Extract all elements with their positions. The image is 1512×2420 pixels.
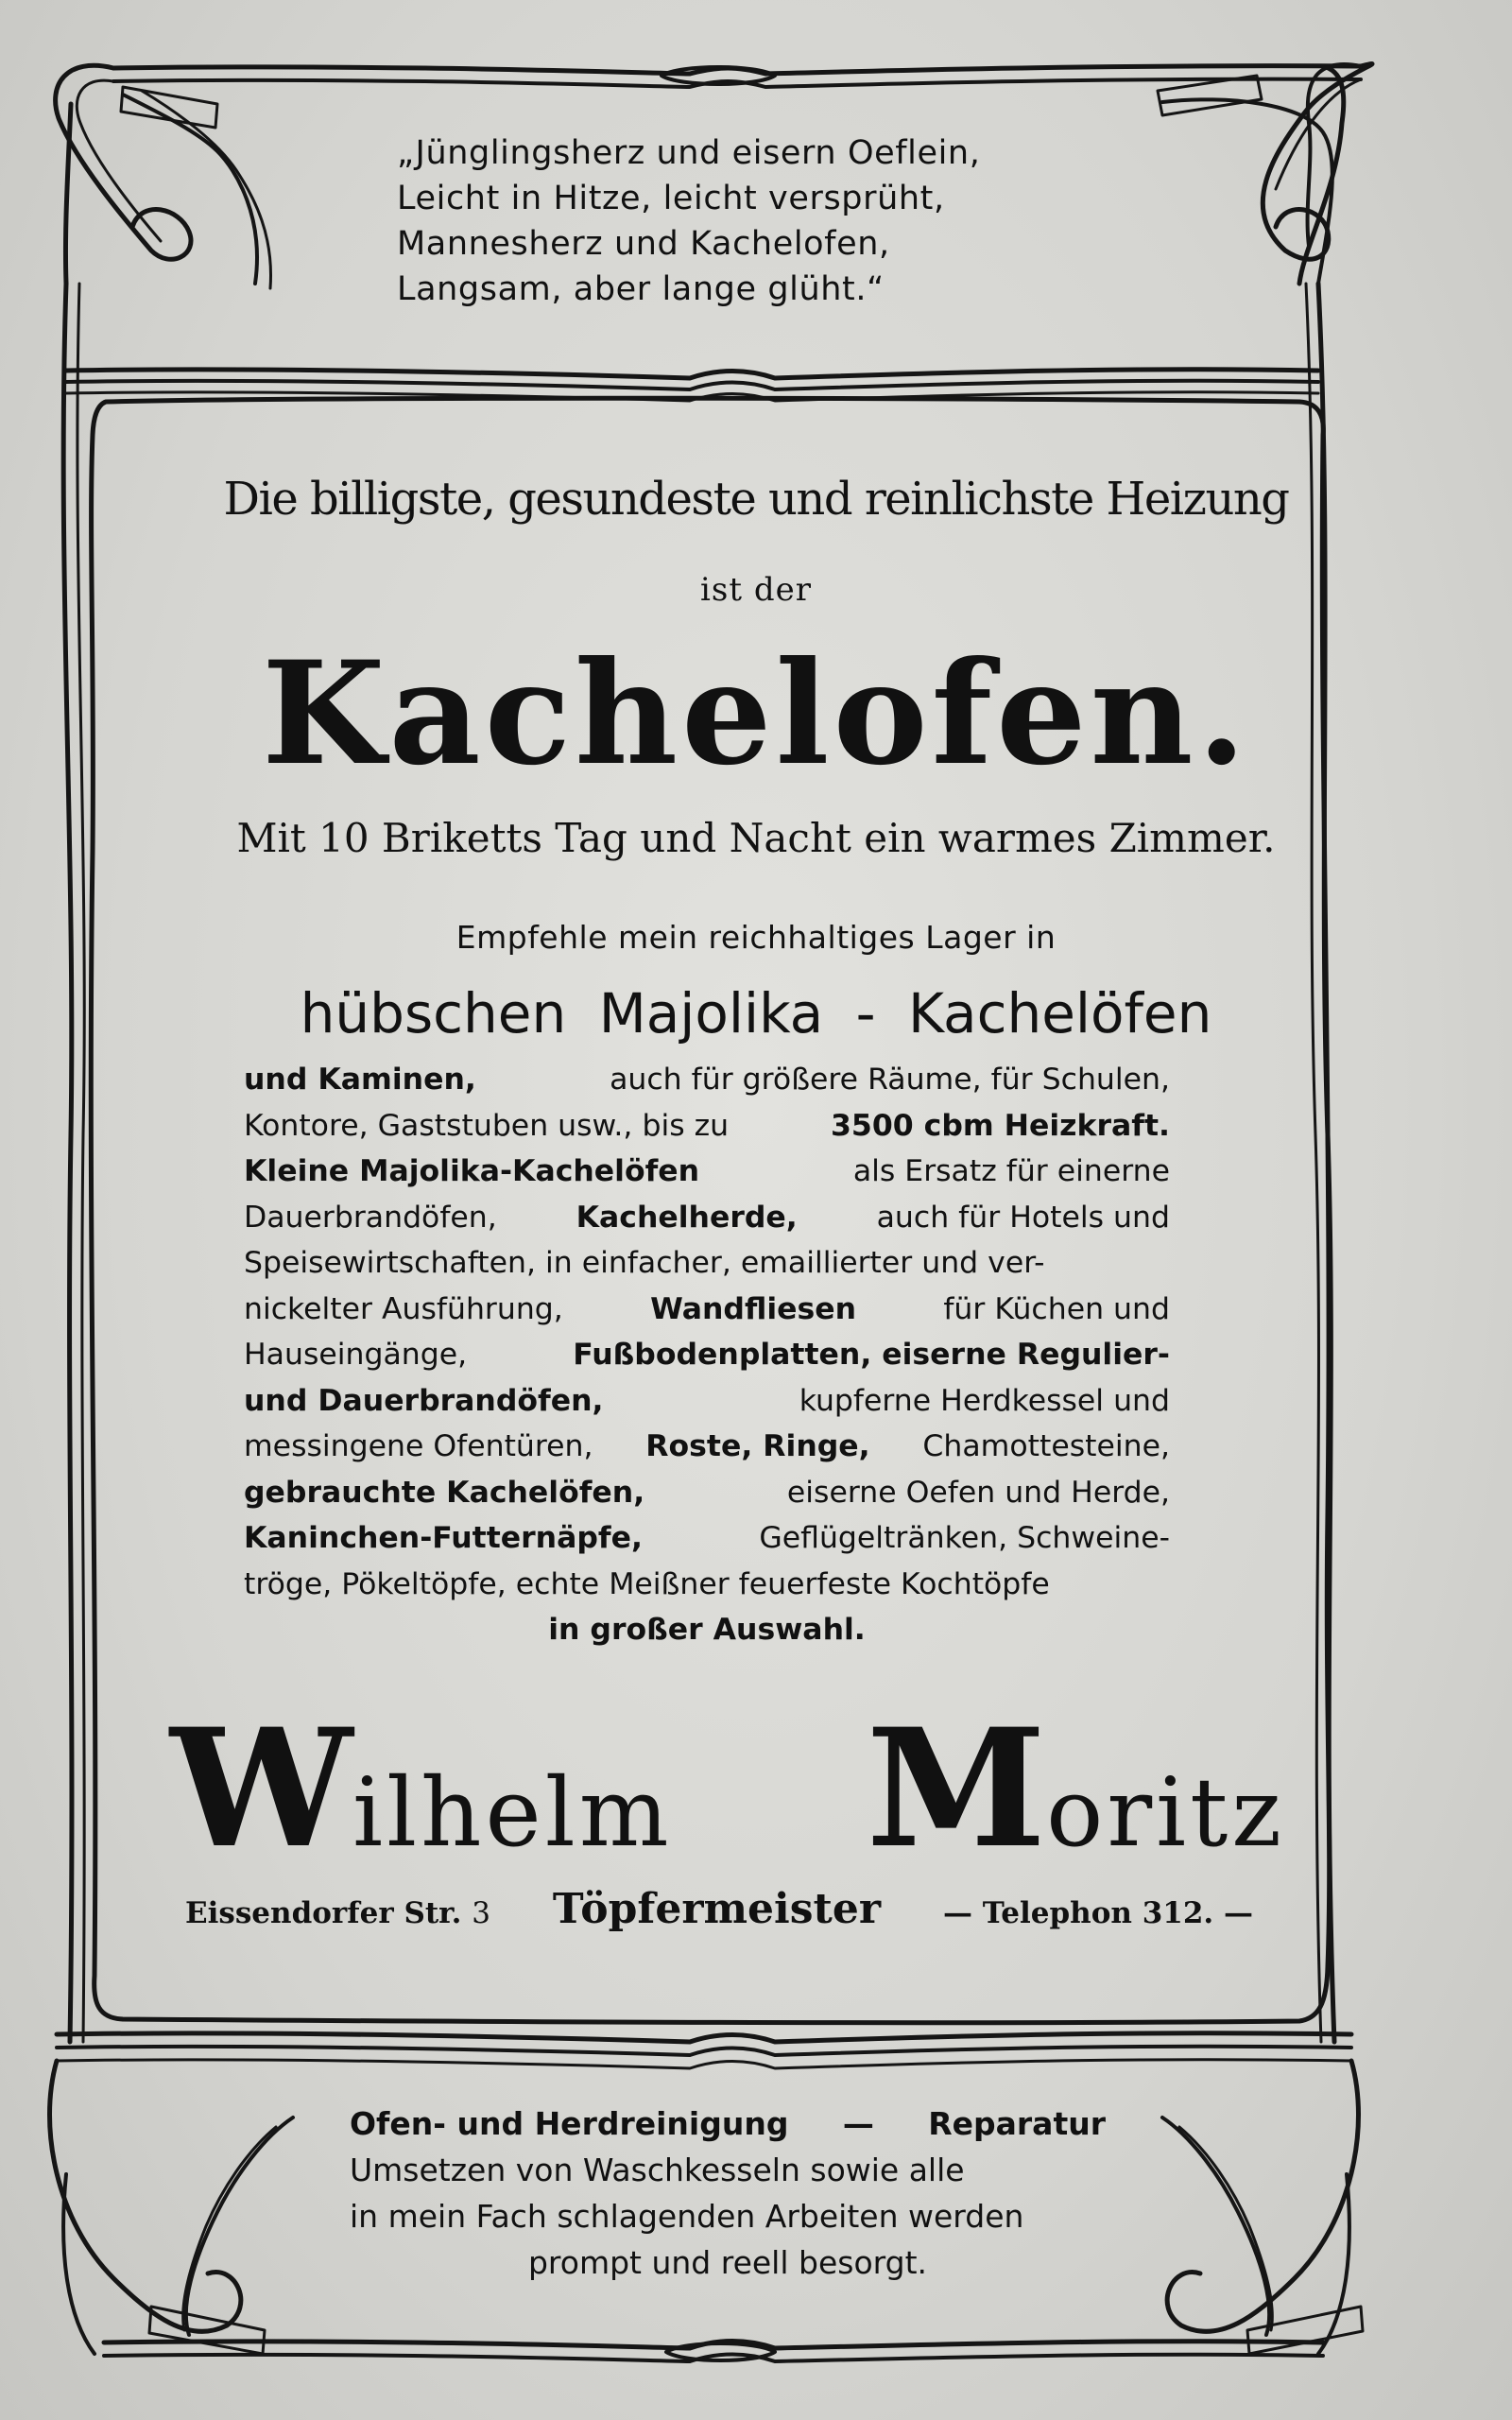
owner-first-rest: ilhelm bbox=[352, 1757, 673, 1868]
owner-last-rest: oritz bbox=[1046, 1757, 1285, 1868]
body-text: tröge, Pökeltöpfe, echte Meißner feuerfeste Kochtöpfe bbox=[244, 1566, 1050, 1601]
body-text: nickelter Ausführung, bbox=[244, 1291, 563, 1326]
body-text: Speisewirtschaften, in einfacher, emaillierter und ver- bbox=[244, 1246, 1045, 1280]
bottom-medallion bbox=[666, 2343, 775, 2360]
poem-line: „Jünglingsherz und eisern Oeflein, bbox=[397, 134, 981, 172]
body-bold: Fußbodenplatten, eiserne Regulier- bbox=[573, 1338, 1170, 1372]
poem-line: Mannesherz und Kachelofen, bbox=[397, 225, 890, 263]
body-line bbox=[244, 1057, 1170, 1103]
footer-line bbox=[350, 2147, 1106, 2193]
product-list bbox=[244, 1057, 1170, 1653]
left-bottom-scroll bbox=[50, 2061, 241, 2331]
profession-title: Töpfermeister bbox=[552, 1885, 882, 1933]
divider-band-bottom-2 bbox=[57, 2047, 1351, 2055]
owner-first-name bbox=[170, 1692, 673, 1884]
owner-last-name bbox=[867, 1692, 1285, 1884]
tagline: Mit 10 Briketts Tag und Nacht ein warmes Zimmer. bbox=[236, 815, 1276, 861]
body-bold: gebrauchte Kachelöfen, bbox=[244, 1475, 645, 1510]
body-bold: Roste, Ringe, bbox=[645, 1429, 870, 1463]
body-bold: Kaninchen-Futternäpfe, bbox=[244, 1521, 643, 1555]
body-text: als Ersatz für einerne bbox=[852, 1154, 1170, 1188]
body-text: Geflügeltränken, Schweine- bbox=[759, 1521, 1170, 1555]
body-line bbox=[244, 1332, 1170, 1378]
body-line bbox=[244, 1378, 1170, 1425]
body-bold: Wandfliesen bbox=[650, 1291, 857, 1326]
right-top-scroll bbox=[1263, 63, 1372, 259]
footer-bold: Reparatur bbox=[928, 2105, 1106, 2142]
address-row bbox=[185, 1885, 1253, 1933]
body-text: für Küchen und bbox=[943, 1291, 1170, 1326]
divider-band-bottom-1 bbox=[57, 2033, 1351, 2042]
street-number: 3 bbox=[472, 1896, 490, 1930]
body-text: Kontore, Gaststuben usw., bis zu bbox=[244, 1108, 730, 1143]
body-bold: und Dauerbrandöfen, bbox=[244, 1383, 604, 1418]
telephone: — Telephon 312. — bbox=[942, 1896, 1253, 1930]
body-bold: Kachelherde, bbox=[576, 1200, 798, 1235]
headline: Die billigste, gesundeste und reinlichste Heizung bbox=[223, 473, 1289, 526]
body-bold: Kleine Majolika-Kachelöfen bbox=[244, 1154, 700, 1188]
footer-text: in mein Fach schlagenden Arbeiten werden bbox=[350, 2198, 1024, 2235]
owner-first-initial: W bbox=[170, 1692, 353, 1884]
footer-bold: Ofen- und Herdreinigung bbox=[350, 2105, 789, 2142]
footer-text: prompt und reell besorgt. bbox=[527, 2244, 928, 2281]
poem-line: Langsam, aber lange glüht.“ bbox=[397, 270, 885, 308]
divider-band-bottom-3 bbox=[57, 2060, 1351, 2068]
right-bottom-scroll bbox=[1167, 2061, 1358, 2331]
body-line bbox=[244, 1287, 1170, 1333]
body-line bbox=[244, 1195, 1170, 1241]
footer-dash: — bbox=[842, 2105, 874, 2142]
body-text: messingene Ofentüren, bbox=[244, 1429, 593, 1463]
body-line bbox=[244, 1607, 1170, 1653]
owner-last-initial: M bbox=[866, 1692, 1047, 1884]
body-line bbox=[244, 1470, 1170, 1516]
brand-title: Kachelofen. bbox=[262, 631, 1250, 797]
street-name: Eissendorfer Str. bbox=[185, 1896, 462, 1930]
divider-band-top-2 bbox=[66, 381, 1318, 389]
body-text: auch für Hotels und bbox=[876, 1200, 1170, 1235]
intro-text: Empfehle mein reichhaltiges Lager in bbox=[455, 919, 1057, 956]
subheadline: ist der bbox=[700, 571, 812, 609]
body-text: Dauerbrandöfen, bbox=[244, 1200, 497, 1235]
body-text: Hauseingänge, bbox=[244, 1338, 468, 1372]
footer-line bbox=[350, 2193, 1106, 2239]
owner-name bbox=[170, 1692, 1285, 1884]
street-address bbox=[185, 1896, 490, 1930]
product-heading: hübschen Majolika - Kachelöfen bbox=[300, 981, 1212, 1046]
body-line bbox=[244, 1103, 1170, 1150]
body-line bbox=[244, 1562, 1170, 1608]
body-line bbox=[244, 1149, 1170, 1195]
services-footer bbox=[350, 2100, 1106, 2286]
body-bold: 3500 cbm Heizkraft. bbox=[831, 1108, 1170, 1143]
footer-text: Umsetzen von Waschkesseln sowie alle bbox=[350, 2152, 965, 2188]
body-line bbox=[244, 1424, 1170, 1470]
body-text: eiserne Oefen und Herde, bbox=[786, 1475, 1170, 1510]
footer-line bbox=[350, 2239, 1106, 2286]
divider-band-top-1 bbox=[66, 370, 1318, 378]
footer-line bbox=[350, 2100, 1106, 2147]
body-bold: und Kaminen, bbox=[244, 1063, 476, 1097]
poem bbox=[397, 130, 1058, 312]
body-text: auch für größere Räume, für Schulen, bbox=[610, 1063, 1170, 1097]
body-bold: in großer Auswahl. bbox=[548, 1613, 866, 1647]
poem-line: Leicht in Hitze, leicht versprüht, bbox=[397, 180, 945, 217]
body-text: Chamottesteine, bbox=[922, 1429, 1170, 1463]
body-line bbox=[244, 1240, 1170, 1287]
body-text: kupferne Herdkessel und bbox=[799, 1383, 1170, 1418]
body-line bbox=[244, 1515, 1170, 1562]
